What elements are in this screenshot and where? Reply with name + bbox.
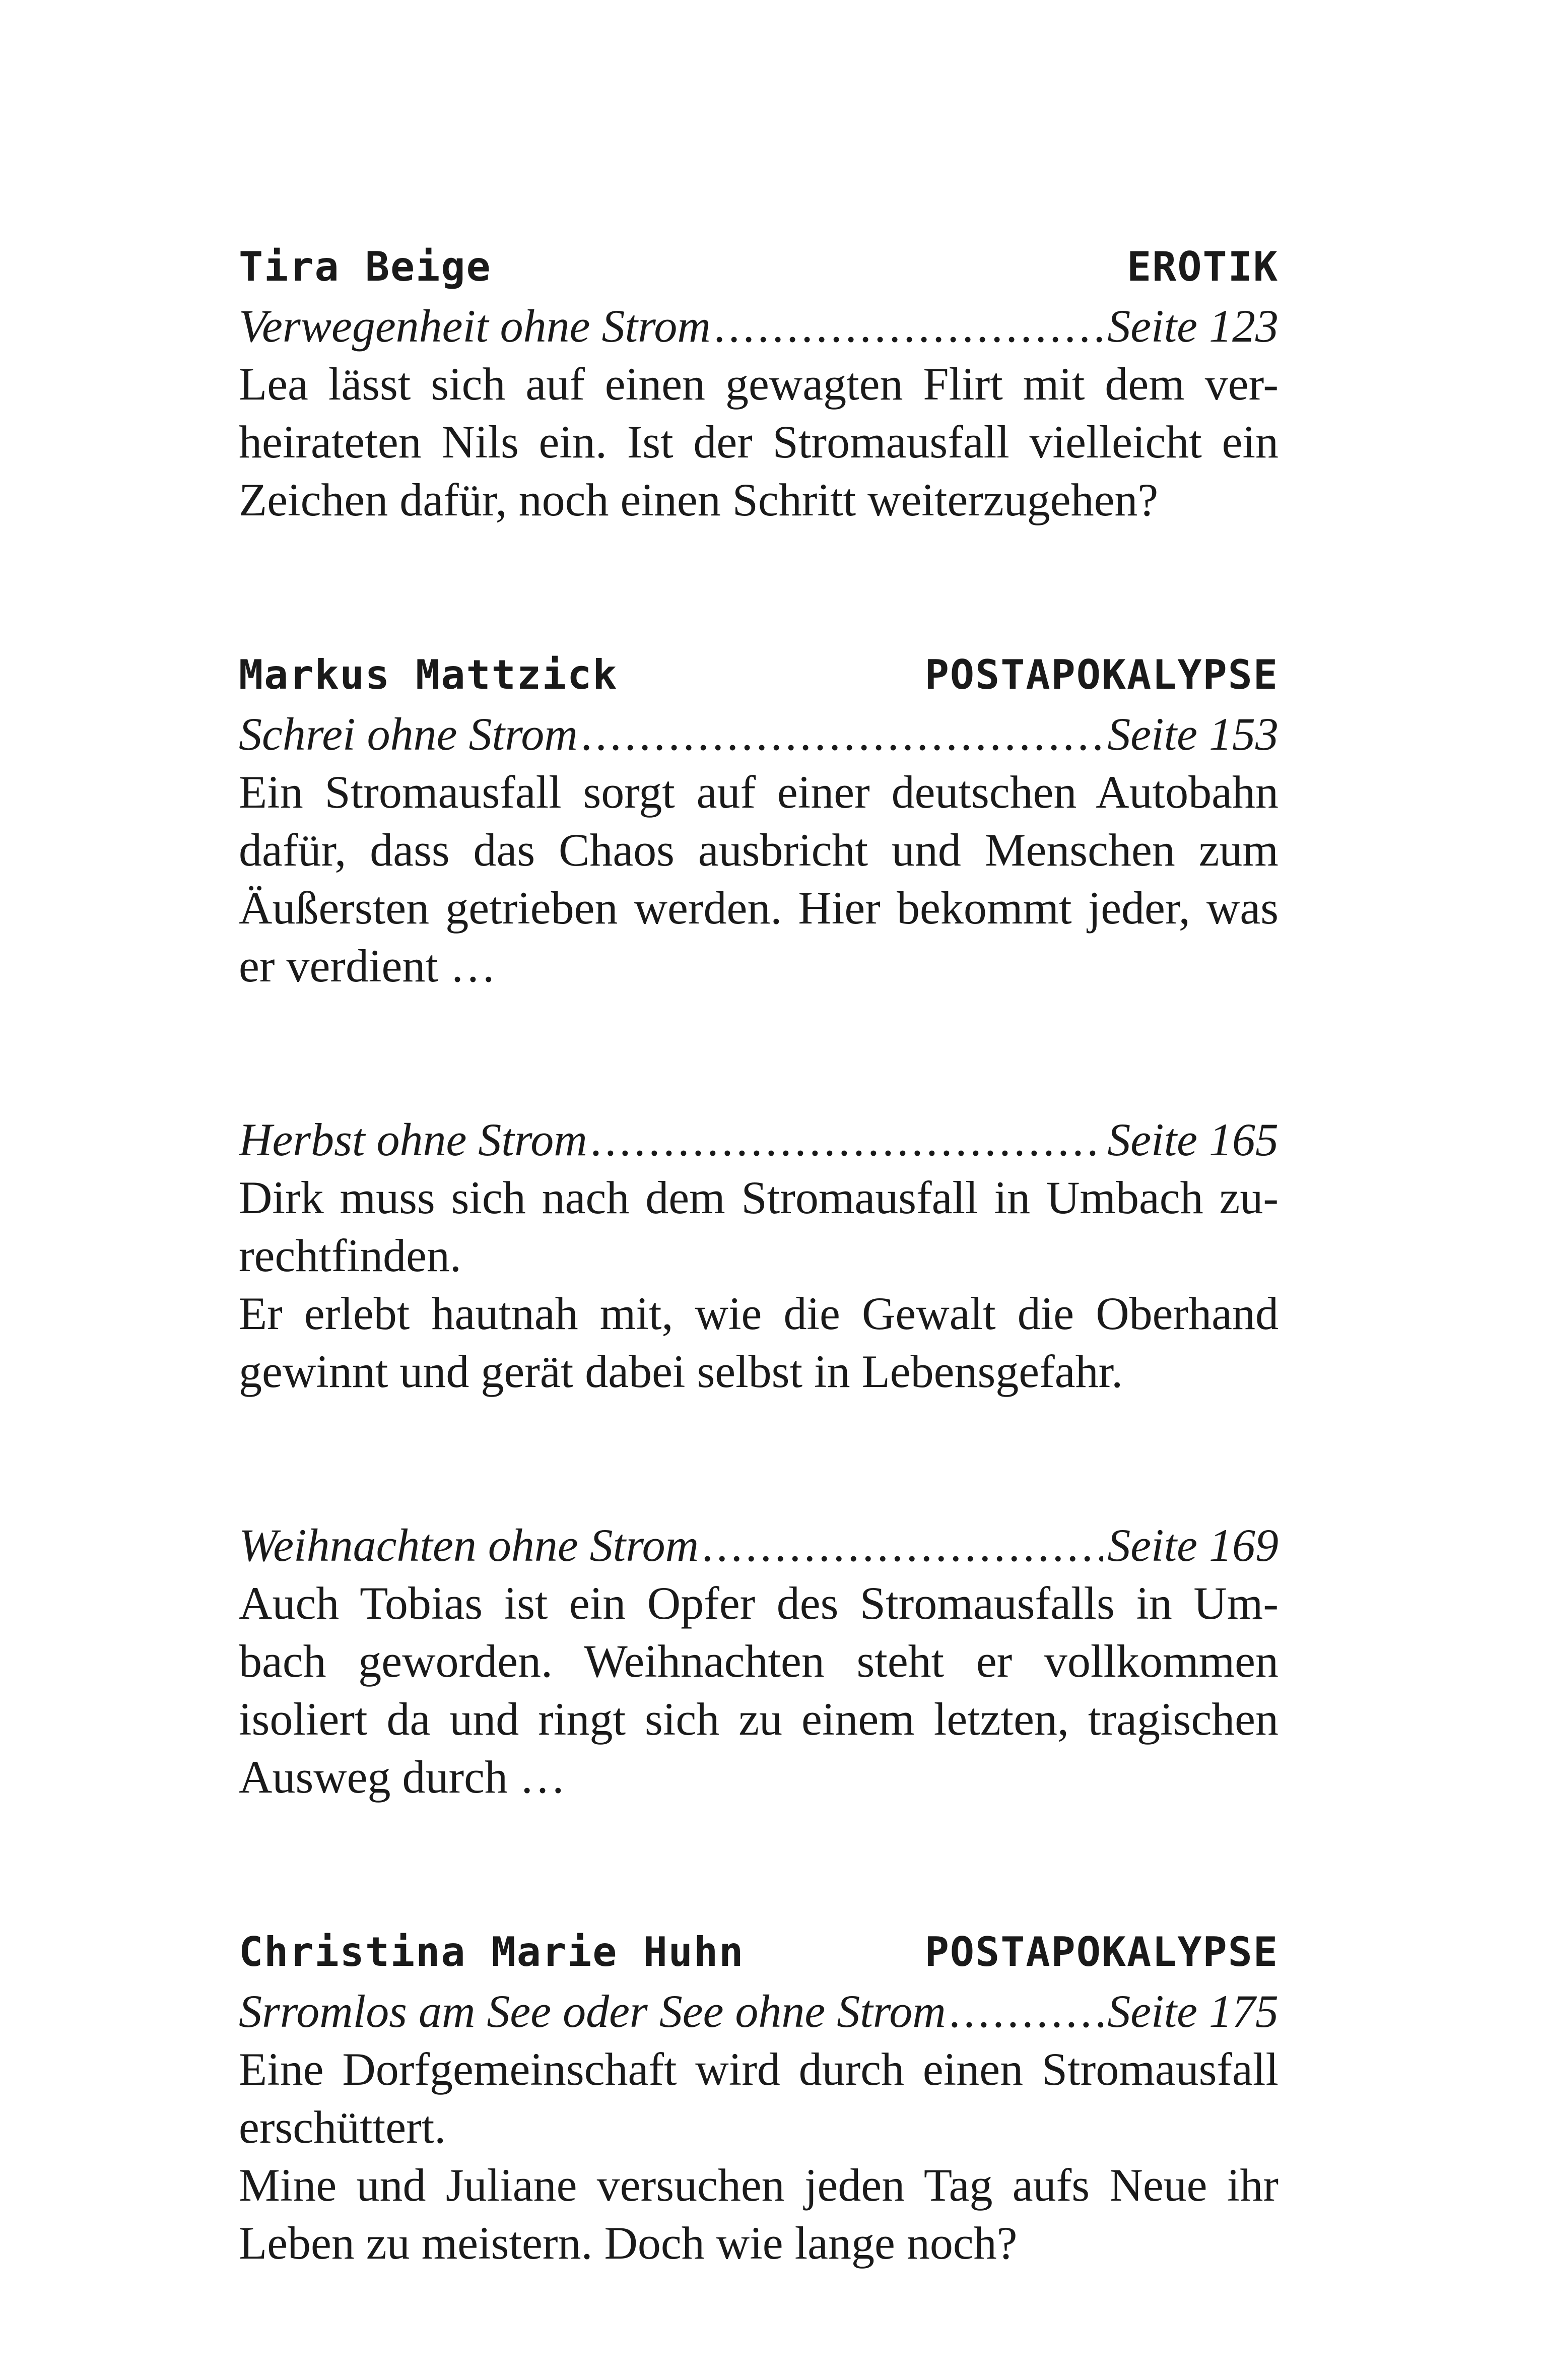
spacer: [239, 1401, 1279, 1516]
story-title-row: [239, 1516, 1279, 1574]
description-line: Lea lässt sich auf einen gewagten Flirt mit dem ver-: [239, 358, 1279, 410]
entry-header: [239, 1922, 1279, 1982]
story-title-row: [239, 705, 1279, 763]
story-description: [239, 2040, 1279, 2272]
description-line: Eine Dorfgemeinschaft wird durch einen Stromausfall: [239, 2043, 1279, 2095]
description-line: heirateten Nils ein. Ist der Stromausfall vielleicht ein: [239, 416, 1279, 468]
description-line: Mine und Juliane versuchen jeden Tag aufs Neue ihr: [239, 2159, 1279, 2211]
story-title: Herbst ohne Strom: [239, 1114, 587, 1165]
spacer: [239, 529, 1279, 645]
genre-label: POSTAPOKALYPSE: [924, 1929, 1279, 1975]
description-line: Zeichen dafür, noch einen Schritt weiterzugehen?: [239, 474, 1159, 525]
genre-label: EROTIK: [1127, 243, 1279, 290]
table-of-contents: [239, 237, 1279, 2272]
story-description: [239, 1169, 1279, 1401]
story-title: Srromlos am See oder See ohne Strom: [239, 1986, 946, 2037]
description-line: Er erlebt hautnah mit, wie die Gewalt die Oberhand: [239, 1288, 1279, 1339]
story-title-row: [239, 1982, 1279, 2040]
description-line: rechtfinden.: [239, 1230, 461, 1281]
genre-label: POSTAPOKALYPSE: [924, 651, 1279, 698]
toc-entry: [239, 1111, 1279, 1401]
description-line: bach geworden. Weihnachten steht er vollkommen: [239, 1635, 1279, 1687]
author-name: Markus Mattzick: [239, 651, 618, 698]
spacer: [239, 1806, 1279, 1922]
story-description: [239, 355, 1279, 529]
description-line: Äußersten getrieben werden. Hier bekommt jeder, was: [239, 882, 1279, 934]
story-description: [239, 1574, 1279, 1806]
story-title: Schrei ohne Strom: [239, 708, 578, 760]
story-description: [239, 763, 1279, 995]
story-title-row: [239, 1111, 1279, 1169]
author-name: Christina Marie Huhn: [239, 1929, 745, 1975]
description-line: Leben zu meistern. Doch wie lange noch?: [239, 2217, 1018, 2269]
spacer: [239, 995, 1279, 1111]
page-reference: Seite 175: [1107, 1986, 1279, 2037]
story-title-row: [239, 297, 1279, 355]
toc-entry: [239, 645, 1279, 995]
leader-dots: [703, 1516, 1103, 1574]
entry-header: [239, 237, 1279, 297]
leader-dots: [582, 705, 1103, 763]
description-line: Dirk muss sich nach dem Stromausfall in Umbach zu-: [239, 1172, 1279, 1223]
description-line: Auch Tobias ist ein Opfer des Stromausfalls in Um-: [239, 1577, 1279, 1629]
description-line: erschüttert.: [239, 2101, 446, 2153]
leader-dots: [950, 1982, 1104, 2040]
description-line: dafür, dass das Chaos ausbricht und Menschen zum: [239, 824, 1279, 876]
toc-entry: [239, 237, 1279, 529]
page-reference: Seite 153: [1107, 708, 1279, 760]
toc-entry: [239, 1516, 1279, 1806]
leader-dots: [715, 297, 1103, 355]
toc-entry: [239, 1922, 1279, 2272]
page-reference: Seite 165: [1107, 1114, 1279, 1165]
leader-dots: [591, 1111, 1104, 1169]
story-title: Verwegenheit ohne Strom: [239, 300, 711, 352]
page-reference: Seite 169: [1107, 1519, 1279, 1571]
story-title: Weihnachten ohne Strom: [239, 1519, 699, 1571]
page-reference: Seite 123: [1107, 300, 1279, 352]
description-line: Ausweg durch …: [239, 1751, 566, 1803]
description-line: er verdient …: [239, 940, 496, 991]
description-line: Ein Stromausfall sorgt auf einer deutschen Autobahn: [239, 766, 1279, 818]
description-line: isoliert da und ringt sich zu einem letzten, tragischen: [239, 1693, 1279, 1745]
entry-header: [239, 645, 1279, 705]
description-line: gewinnt und gerät dabei selbst in Lebensgefahr.: [239, 1346, 1123, 1397]
author-name: Tira Beige: [239, 243, 492, 290]
